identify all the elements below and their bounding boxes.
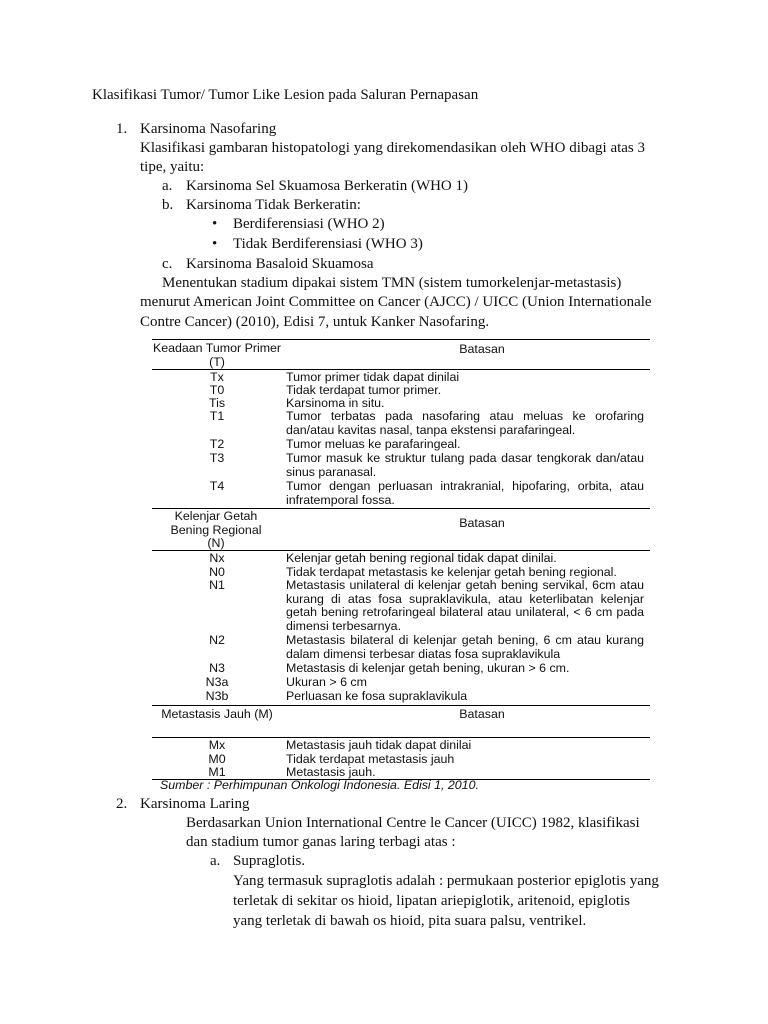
m-code: M1 [208, 765, 226, 779]
paragraph-line: yang terletak di bawah os hioid, pita suara palsu, ventrikel. [233, 913, 587, 929]
m-header: Metastasis Jauh (M) [161, 707, 273, 721]
n-code: N3 [209, 661, 225, 675]
m-code: Mx [208, 738, 226, 752]
table-rule [152, 339, 650, 340]
n-description: Ukuran > 6 cm [286, 675, 367, 689]
t-code: T1 [209, 409, 225, 423]
t-code: T0 [209, 383, 225, 397]
list-item: Karsinoma Basaloid Skuamosa [186, 256, 374, 272]
t-header: Keadaan Tumor Primer (T) [152, 341, 282, 369]
bullet-item: Tidak Berdiferensiasi (WHO 3) [233, 236, 423, 252]
batasan-header: Batasan [459, 516, 505, 530]
paragraph-line: Contre Cancer) (2010), Edisi 7, untuk Kanker Nasofaring. [140, 314, 490, 330]
n-code: N3a [205, 675, 229, 689]
t-description: Tumor masuk ke struktur tulang pada dasar tengkorak dan/atau sinus paranasal. [286, 451, 644, 479]
batasan-header: Batasan [459, 342, 505, 356]
paragraph-line: dan stadium tumor ganas laring terbagi atas : [186, 834, 456, 850]
t-code: Tx [210, 370, 224, 384]
table-rule [152, 705, 650, 706]
m-description: Metastasis jauh. [286, 765, 376, 779]
paragraph-line: Menentukan stadium dipakai sistem TMN (sistem tumorkelenjar-metastasis) [162, 275, 622, 291]
t-code: Tis [208, 396, 226, 410]
bullet-icon: • [212, 236, 218, 252]
paragraph-line: Yang termasuk supraglotis adalah : permukaan posterior epiglotis yang [233, 873, 659, 889]
n-code: N2 [209, 633, 225, 647]
n-code: N1 [209, 578, 225, 592]
n-code: N3b [205, 689, 229, 703]
t-description: Tumor primer tidak dapat dinilai [286, 370, 460, 384]
m-code: M0 [208, 752, 226, 766]
n-code: Nx [209, 551, 225, 565]
section-heading: Karsinoma Nasofaring [140, 121, 277, 137]
section-heading: Karsinoma Laring [140, 796, 250, 812]
list-number: 2. [116, 796, 128, 812]
m-description: Tidak terdapat metastasis jauh [286, 752, 455, 766]
paragraph-line: Berdasarkan Union International Centre le Cancer (UICC) 1982, klasifikasi [186, 815, 640, 831]
n-description: Metastasis unilateral di kelenjar getah bening servikal, 6cm atau kurang di atas fosa supraklavikula, atau keterlibatan kelenjar getah bening retrofaringeal bilateral atau unilateral, < 6 cm pada dimensi terbesarnya. [286, 578, 644, 634]
t-description: Tumor meluas ke parafaringeal. [286, 437, 461, 451]
n-description: Perluasan ke fosa supraklavikula [286, 689, 468, 703]
n-description: Metastasis di kelenjar getah bening, ukuran > 6 cm. [286, 661, 570, 675]
m-description: Metastasis jauh tidak dapat dinilai [286, 738, 472, 752]
table-source: Sumber : Perhimpunan Onkologi Indonesia. Edisi 1, 2010. [160, 778, 479, 792]
paragraph-line: terletak di sekitar os hioid, lipatan ariepiglotik, aritenoid, epiglotis [233, 893, 630, 909]
t-code: T3 [209, 451, 225, 465]
t-description: Tidak terdapat tumor primer. [286, 383, 442, 397]
list-number: 1. [116, 121, 128, 137]
n-description: Metastasis bilateral di kelenjar getah bening, 6 cm atau kurang dalam dimensi terbesar diatas fosa supraklavikula [286, 633, 644, 661]
list-marker: a. [210, 853, 221, 869]
batasan-header: Batasan [459, 707, 505, 721]
n-description: Tidak terdapat metastasis ke kelenjar getah bening regional. [286, 565, 617, 579]
t-code: T2 [209, 437, 225, 451]
t-description: Karsinoma in situ. [286, 396, 385, 410]
list-item: Karsinoma Tidak Berkeratin: [186, 197, 361, 213]
tmn-staging-table [152, 339, 650, 779]
t-description: Tumor terbatas pada nasofaring atau meluas ke orofaring dan/atau kavitas nasal, tanpa ekstensi parafaringeal. [286, 409, 644, 437]
subsection-heading: Supraglotis. [233, 853, 306, 869]
paragraph-line: Klasifikasi gambaran histopatologi yang direkomendasikan oleh WHO dibagi atas 3 [140, 140, 646, 156]
t-description: Tumor dengan perluasan intrakranial, hipofaring, orbita, atau infratemporal fossa. [286, 479, 644, 507]
n-description: Kelenjar getah bening regional tidak dapat dinilai. [286, 551, 557, 565]
paragraph-line: menurut American Joint Committee on Cancer (AJCC) / UICC (Union Internationale [140, 294, 652, 310]
list-marker: b. [162, 197, 174, 213]
bullet-icon: • [212, 216, 218, 232]
n-code: N0 [209, 565, 225, 579]
n-header: Kelenjar Getah Bening Regional (N) [170, 509, 262, 551]
bullet-item: Berdiferensiasi (WHO 2) [233, 216, 385, 232]
paragraph-line: tipe, yaitu: [140, 159, 205, 175]
document-title: Klasifikasi Tumor/ Tumor Like Lesion pada Saluran Pernapasan [92, 87, 479, 103]
list-marker: c. [162, 256, 173, 272]
list-item: Karsinoma Sel Skuamosa Berkeratin (WHO 1) [186, 178, 469, 194]
list-marker: a. [162, 178, 173, 194]
t-code: T4 [209, 479, 225, 493]
